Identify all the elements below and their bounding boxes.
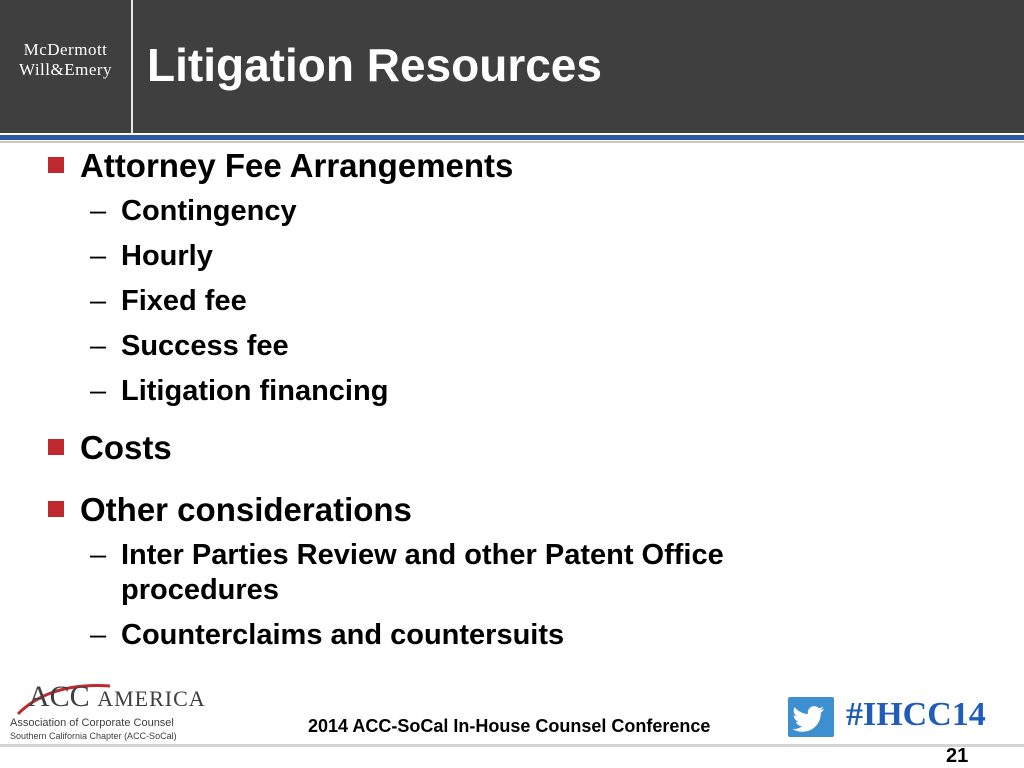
- acc-america-word: AMERICA: [97, 686, 206, 711]
- sub-item-label: Inter Parties Review and other Patent Office procedures: [121, 539, 724, 606]
- bullet-item-attorney-fees: [48, 146, 1008, 186]
- slide-title: Litigation Resources: [147, 39, 602, 91]
- header-rule-blue: [0, 135, 1024, 140]
- acc-wordmark: [28, 680, 206, 714]
- bullet-item-other-considerations: [48, 490, 1008, 530]
- page-number: 21: [946, 745, 969, 767]
- header-divider: [131, 0, 133, 133]
- sub-item: [48, 284, 881, 319]
- slide-header: [0, 0, 1024, 133]
- dash-marker: –: [90, 285, 107, 317]
- header-rule-grey: [0, 141, 1024, 143]
- sub-item: [48, 374, 881, 409]
- sub-item-label: Success fee: [121, 330, 289, 362]
- sub-item-label: Litigation financing: [121, 375, 389, 407]
- sub-item-label: Contingency: [121, 195, 297, 227]
- acc-subtitle: Association of Corporate Counsel: [10, 717, 174, 729]
- square-bullet-icon: [48, 157, 64, 173]
- footer-rule: [0, 744, 1024, 747]
- dash-marker: –: [90, 195, 107, 227]
- event-hashtag: #IHCC14: [846, 696, 986, 733]
- bullet-item-costs: [48, 428, 1008, 468]
- bullet-label: Attorney Fee Arrangements: [80, 147, 514, 184]
- sub-item-label: Fixed fee: [121, 285, 247, 317]
- dash-marker: –: [90, 619, 107, 651]
- logo-line-2: Will&Emery: [18, 60, 113, 79]
- dash-marker: –: [90, 330, 107, 362]
- sub-item-label: Hourly: [121, 240, 213, 272]
- sub-item-label: Counterclaims and countersuits: [121, 619, 565, 651]
- mcdermott-logo: [0, 40, 131, 80]
- sub-item: [48, 329, 881, 364]
- sub-item: [48, 194, 881, 229]
- dash-marker: –: [90, 539, 107, 571]
- sub-item: [48, 538, 881, 608]
- bullet-label: Costs: [80, 429, 172, 466]
- slide-content: [48, 146, 1008, 653]
- sub-item: [48, 239, 881, 274]
- logo-line-1: McDermott: [23, 40, 108, 59]
- acc-word: ACC: [28, 680, 90, 713]
- square-bullet-icon: [48, 439, 64, 455]
- conference-name: 2014 ACC-SoCal In-House Counsel Conference: [308, 716, 711, 736]
- bullet-label: Other considerations: [80, 491, 412, 528]
- dash-marker: –: [90, 240, 107, 272]
- twitter-bird-icon: [788, 697, 834, 737]
- acc-america-logo: [10, 680, 206, 742]
- sub-item: [48, 618, 881, 653]
- square-bullet-icon: [48, 501, 64, 517]
- dash-marker: –: [90, 375, 107, 407]
- acc-chapter: Southern California Chapter (ACC-SoCal): [10, 731, 177, 741]
